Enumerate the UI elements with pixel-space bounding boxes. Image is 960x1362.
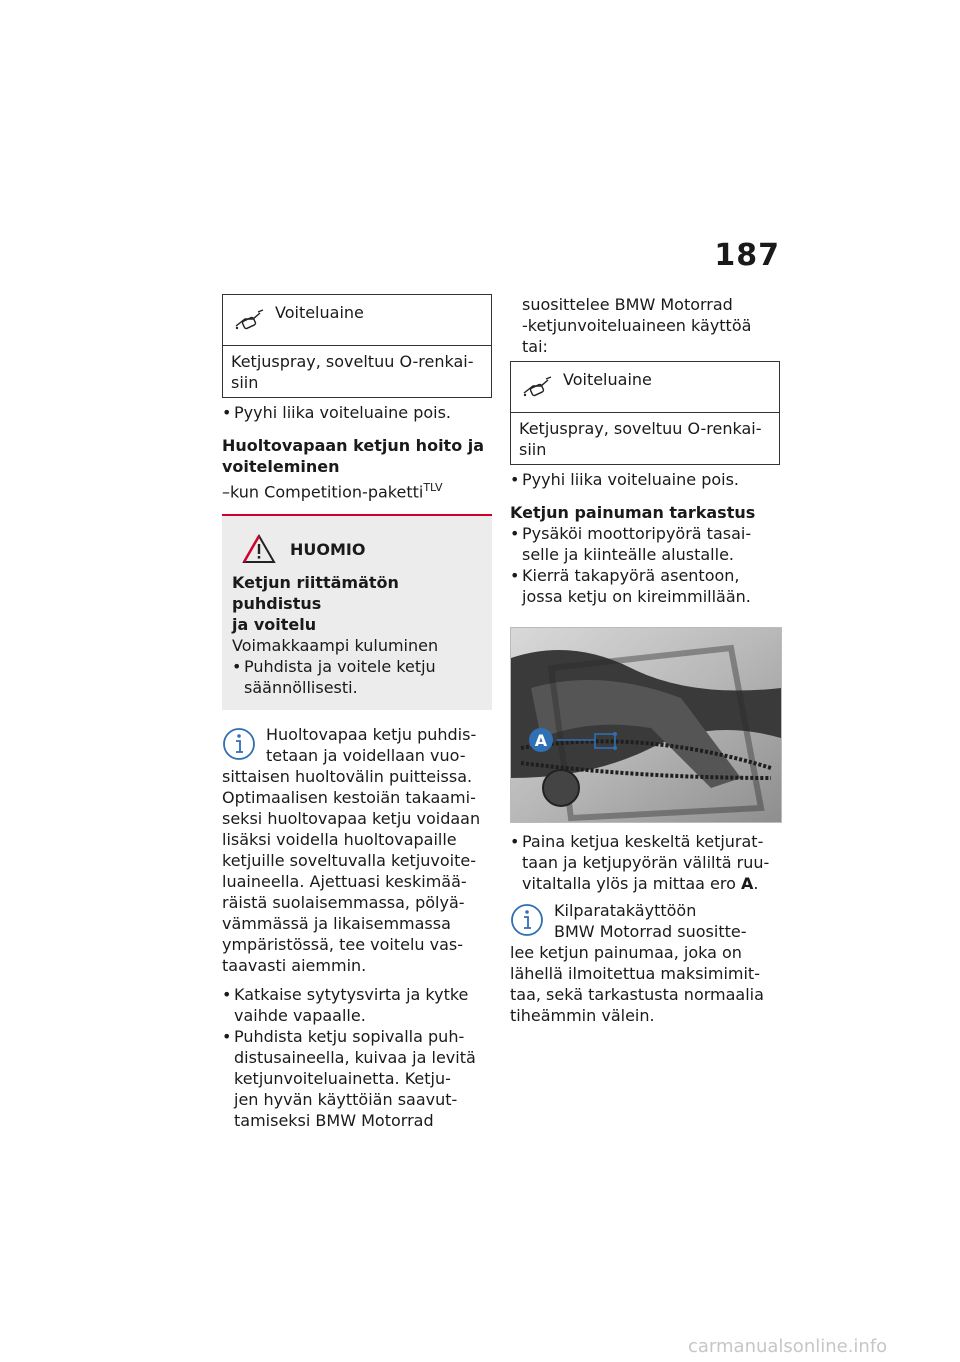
intro-text: suosittelee BMW Motorrad -ketjunvoiteluaineen käyttöä tai: xyxy=(522,295,752,356)
bullet-press: • Paina ketjua keskeltä ketjurat- taan ja ketjupyörän väliltä ruu- vitaltalla ylös ja mittaa ero A. xyxy=(510,832,770,893)
notice-bullet: • Puhdista ja voitele ketju säännöllisesti. xyxy=(232,657,436,698)
section-heading: Huoltovapaan ketjun hoito ja voiteleminen xyxy=(222,436,485,476)
lubricant-title: Voiteluaine xyxy=(275,303,364,322)
info-line-8: luaineella. Ajettuasi keskimää- xyxy=(222,872,467,892)
bullet-clean: • Puhdista ketju sopivalla puh- distusaineella, kuivaa ja levitä ketjunvoiteluainetta. Ketju- jen hyvän käyttöiän saavut- tamiseksi BMW Motorrad xyxy=(222,1027,476,1131)
info-line-3: sittaisen huoltovälin puitteissa. xyxy=(222,767,473,787)
info-title: Kilparatakäyttöön xyxy=(554,901,697,920)
notice-subtitle: Ketjun riittämätön puhdistus ja voitelu xyxy=(232,573,399,635)
info-line-4: Optimaalisen kestoiän takaami- xyxy=(222,788,476,808)
info-line-9: räistä suolaisemmassa, pölyä- xyxy=(222,893,465,913)
notice-text: Voimakkaampi kuluminen xyxy=(232,636,439,656)
info-note xyxy=(222,724,492,976)
page-number: 187 xyxy=(714,238,780,273)
bullet-wipe-right: • Pyyhi liika voiteluaine pois. xyxy=(510,470,740,489)
info-line-1: BMW Motorrad suositte- xyxy=(554,922,747,941)
bullet-wipe: • Pyyhi liika voiteluaine pois. xyxy=(222,403,452,422)
oil-can-icon xyxy=(233,309,265,331)
notice-box xyxy=(222,514,492,710)
info-icon xyxy=(222,726,256,762)
info-line-4: taa, sekä tarkastusta normaalia xyxy=(510,985,764,1004)
info-line-5: seksi huoltovapaa ketju voidaan xyxy=(222,809,481,829)
oil-can-icon xyxy=(521,376,553,398)
info-line-7: ketjuille soveltuvalla ketjuvoite- xyxy=(222,851,477,871)
info-line-6: lisäksi voidella huoltovapaille xyxy=(222,830,457,850)
notice-title: HUOMIO xyxy=(290,539,366,559)
photo-label-a: A xyxy=(534,731,548,750)
info-line-10: vämmässä ja likaisemmassa xyxy=(222,914,451,934)
bullet-park: • Pysäköi moottoripyörä tasai- selle ja kiinteälle alustalle. xyxy=(510,524,752,564)
check-heading: Ketjun painuman tarkastus xyxy=(510,503,756,522)
info-line-11: ympäristössä, tee voitelu vas- xyxy=(222,935,464,955)
left-column xyxy=(222,294,492,1131)
info-line-3: lähellä ilmoitettua maksimimit- xyxy=(510,964,760,983)
warning-triangle-icon xyxy=(242,534,276,564)
info-note-right xyxy=(510,900,780,1026)
section-subtitle: –kun Competition-paketti$^{TLV}$ xyxy=(222,481,443,502)
lubricant-box-right xyxy=(510,361,780,465)
bullet-ignition: • Katkaise sytytysvirta ja kytke vaihde vapaalle. xyxy=(222,985,469,1026)
info-line-12: taavasti aiemmin. xyxy=(222,956,367,976)
info-line-2: tetaan ja voidellaan vuo- xyxy=(266,746,466,766)
info-line-1: Huoltovapaa ketju puhdis- xyxy=(266,725,477,745)
right-column xyxy=(510,294,780,1026)
info-line-5: tiheämmin välein. xyxy=(510,1006,655,1025)
bullet-rotate: • Kierrä takapyörä asentoon, jossa ketju on kireimmillään. xyxy=(510,566,751,606)
lubricant-body: Ketjuspray, soveltuu O-renkai-siin xyxy=(511,412,779,464)
info-line-2: lee ketjun painumaa, joka on xyxy=(510,943,742,962)
lubricant-title: Voiteluaine xyxy=(563,370,652,389)
footer-watermark: carmanualsonline.info xyxy=(688,1336,888,1357)
lubricant-box xyxy=(222,294,492,398)
info-icon xyxy=(510,902,544,938)
lubricant-body: Ketjuspray, soveltuu O-renkai-siin xyxy=(223,345,491,397)
chain-sag-photo xyxy=(510,627,782,823)
